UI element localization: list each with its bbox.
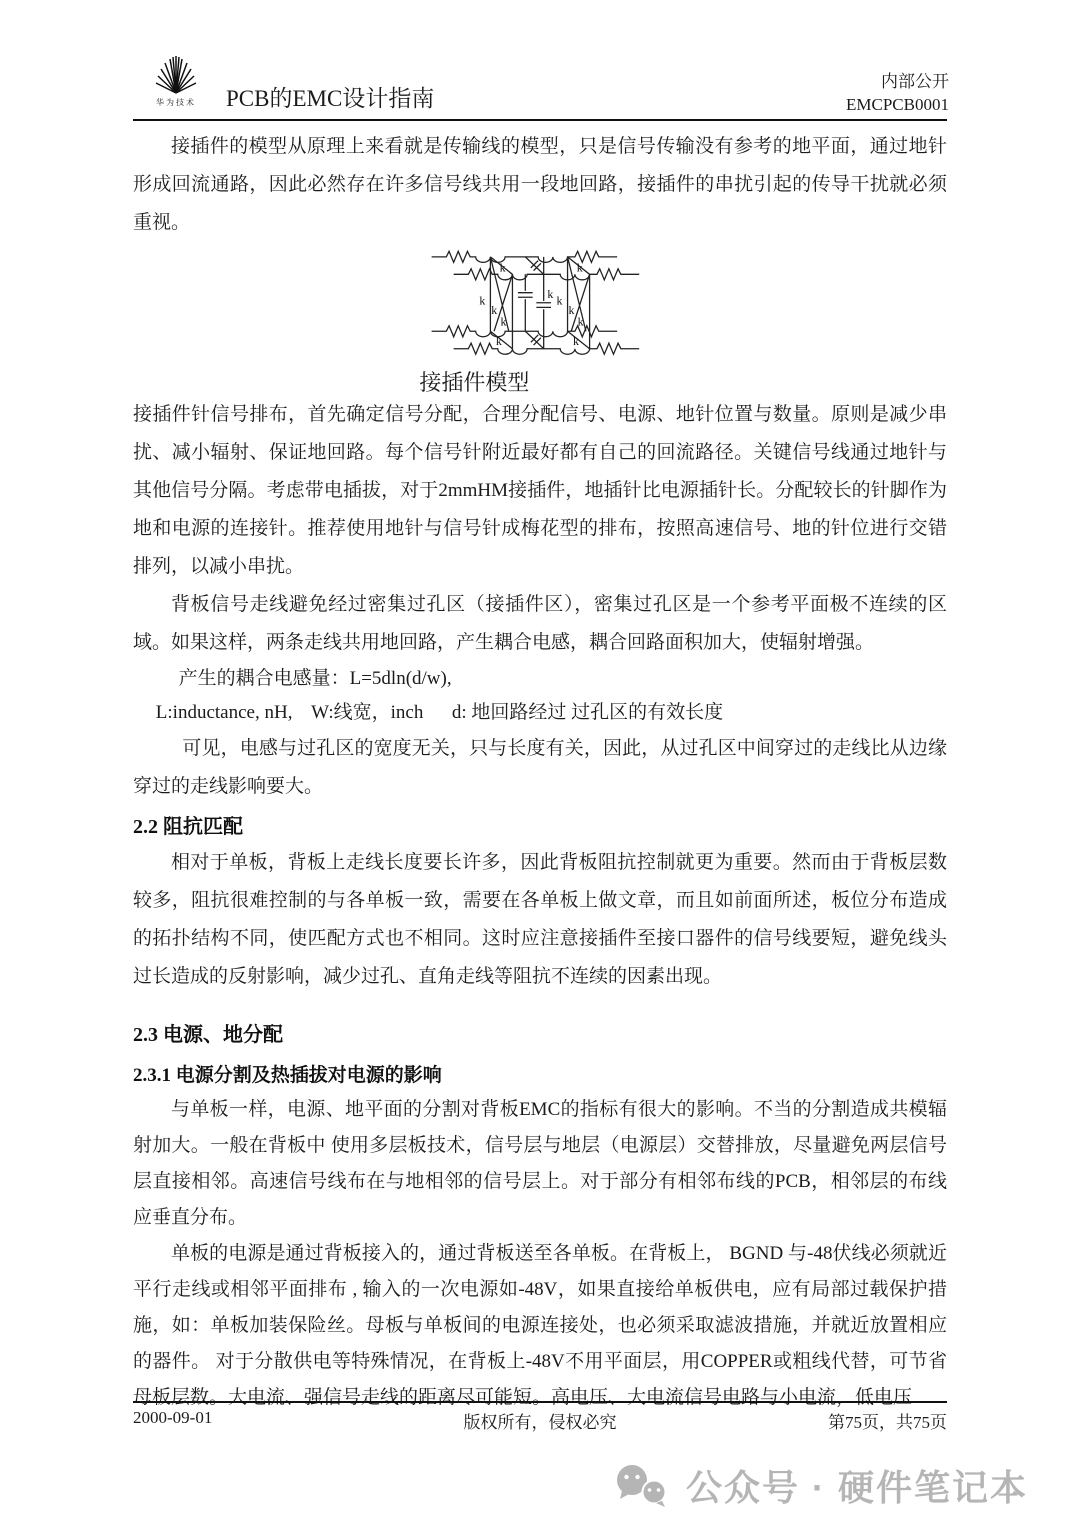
watermark-text: 公众号 · 硬件笔记本 [686, 1467, 1028, 1508]
coupling-k-label: k [577, 314, 584, 329]
document-body [133, 128, 947, 1416]
footer-page-number: 第75页，共75页 [828, 1413, 947, 1432]
coupling-k-label: k [479, 293, 486, 308]
footer-copyright: 版权所有，侵权必究 [463, 1413, 617, 1432]
header-rule [133, 119, 947, 121]
header-right [846, 70, 949, 116]
paragraph-board-power-entry: 单板的电源是通过背板接入的，通过背板送至各单板。在背板上， BGND 与-48伏线必须就近平行走线或相邻平面排布 , 输入的一次电源如-48V，如果直接给单板供电，应有局部过载保护措施，如：单板加装保险丝。母板与单板间的电源连接处，也必须采取滤波措施，并就近放置相应的器件。 对于分散供电等特殊情况，在背板上-48V不用平面层，用COPPER或粗线代替，可节省母板层数。大电流、强信号走线的距离尽可能短。高电压、大电流信号电路与小电流，低电压 [133, 1243, 947, 1408]
coupling-k-label: k [547, 287, 554, 302]
wechat-watermark [612, 1460, 1028, 1511]
document-title: PCB的EMC设计指南 [226, 86, 435, 111]
paragraph-connector-model-intro: 接插件的模型从原理上来看就是传输线的模型，只是信号传输没有参考的地平面，通过地针形成回流通路，因此必然存在许多信号线共用一段地回路，接插件的串扰引起的传导干扰就必须重视。 [133, 136, 947, 233]
subsection-heading-power-split: 2.3.1 电源分割及热插拔对电源的影响 [133, 1065, 442, 1086]
paragraph-backplane-routing: 背板信号走线避免经过密集过孔区（接插件区），密集过孔区是一个参考平面极不连续的区域。如果这样，两条走线共用地回路，产生耦合电感，耦合回路面积加大，使辐射增强。 [133, 594, 947, 653]
footer-date: 2000-09-01 [133, 1408, 213, 1427]
coupling-k-label: k [495, 334, 502, 349]
formula-coupling-inductance: 产生的耦合电感量：L=5dln(d/w), [178, 668, 452, 689]
paragraph-pin-assignment: 接插件针信号排布，首先确定信号分配，合理分配信号、电源、地针位置与数量。原则是减少串扰、减小辐射、保证地回路。每个信号针附近最好都有自己的回流路径。关键信号线通过地针与其他信号分隔。考虑带电插拔，对于2mmHM接插件，地插针比电源插针长。分配较长的针脚作为地和电源的连接针。推荐使用地针与信号针成梅花型的排布，按照高速信号、地的针位进行交错排列，以减小串扰。 [133, 404, 947, 577]
huawei-fan-logo-icon [152, 56, 200, 96]
paragraph-inductance-conclusion: 可见，电感与过孔区的宽度无关，只与长度有关，因此，从过孔区中间穿过的走线比从边缘穿过的走线影响要大。 [133, 738, 947, 797]
page-footer [133, 1401, 947, 1432]
connector-model-figure [415, 244, 665, 396]
coupling-k-label: k [500, 314, 507, 329]
paragraph-impedance-matching: 相对于单板，背板上走线长度要长许多，因此背板阻抗控制就更为重要。然而由于背板层数较多，阻抗很难控制的与各单板一致，需要在各单板上做文章，而且如前面所述，板位分布造成的拓扑结构不同，使匹配方式也不相同。这时应注意接插件至接口器件的信号线要短，避免线头过长造成的反射影响，减少过孔、直角走线等阻抗不连续的因素出现。 [133, 852, 947, 987]
connector-model-diagram [415, 244, 665, 368]
coupling-k-label: k [499, 260, 506, 275]
logo-caption: 华为技术 [156, 98, 196, 107]
coupling-k-label: k [568, 302, 575, 317]
formula-variable-definitions: L:inductance, nH, W:线宽，inch d: 地回路经过 过孔区的有效长度 [155, 702, 724, 723]
section-heading-power-ground: 2.3 电源、地分配 [133, 1024, 283, 1046]
coupling-k-label: k [573, 334, 580, 349]
wechat-icon [612, 1463, 672, 1509]
coupling-k-label: k [491, 302, 498, 317]
document-number: EMCPCB0001 [846, 95, 949, 114]
section-heading-impedance-matching: 2.2 阻抗匹配 [133, 816, 243, 838]
coupling-k-label: k [576, 260, 583, 275]
figure-caption: 接插件模型 [419, 370, 530, 395]
paragraph-power-ground-split: 与单板一样，电源、地平面的分割对背板EMC的指标有很大的影响。不当的分割造成共模辐射加大。一般在背板中 使用多层板技术，信号层与地层（电源层）交替排放，尽量避免两层信号层直接相邻。高速信号线布在与地相邻的信号层上。对于部分有相邻布线的PCB，相邻层的布线应垂直分布。 [133, 1099, 947, 1228]
classification-label: 内部公开 [881, 72, 949, 91]
company-logo [150, 56, 202, 108]
coupling-k-label: k [556, 293, 563, 308]
